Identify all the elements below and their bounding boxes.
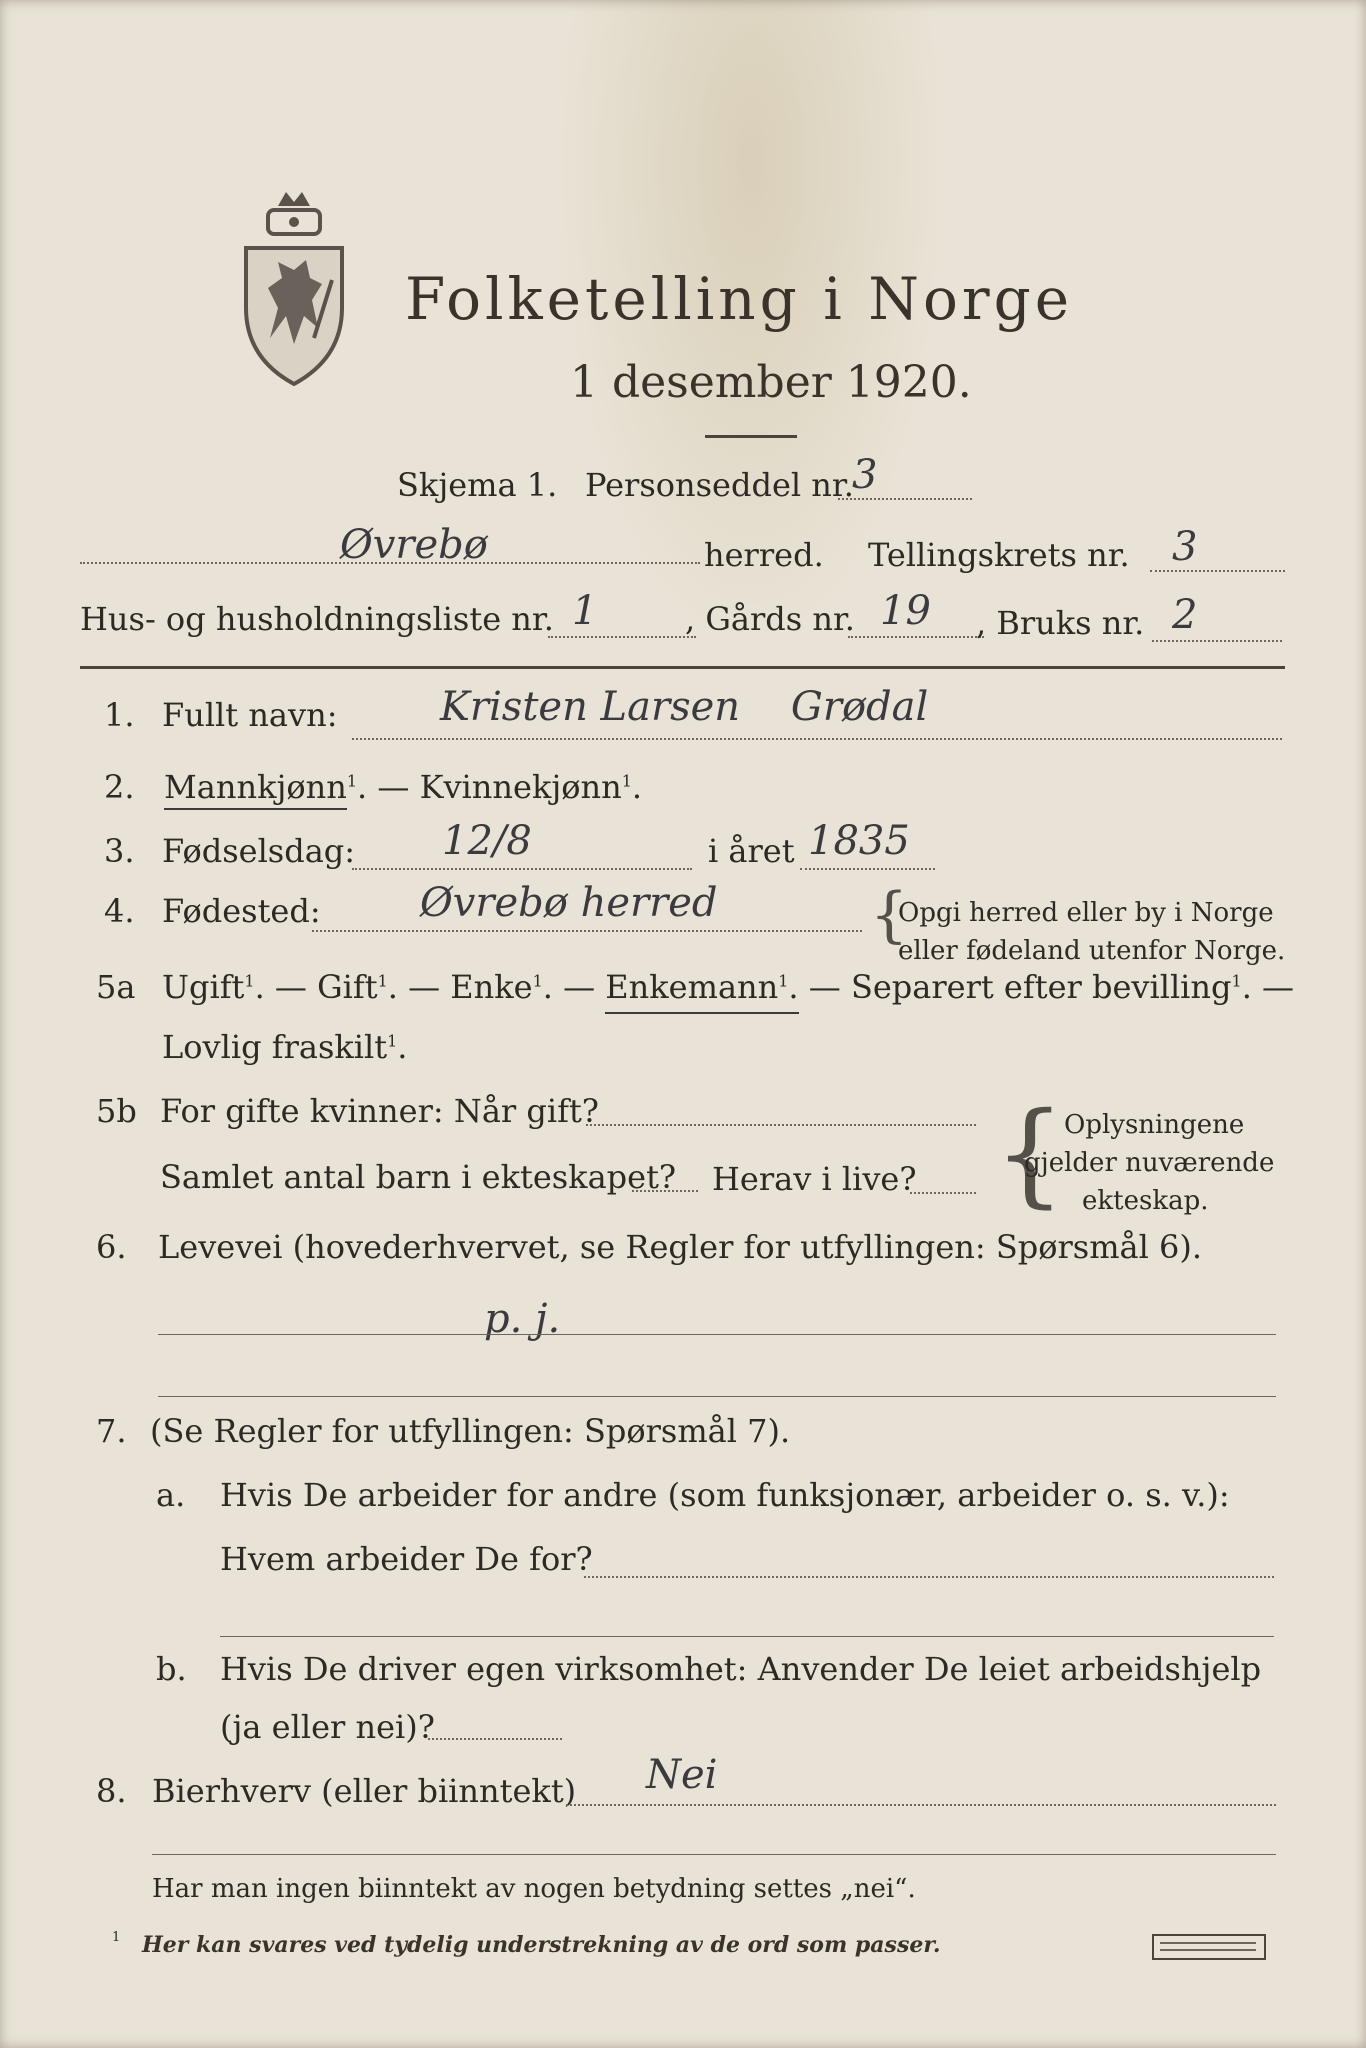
stamp-line-2 <box>1160 1949 1256 1951</box>
marital-status-options: Ugift$^1$. — Gift$^1$. — Enke$^1$. — Enkemann$^1$. — Separert efter bevilling$^1$. — <box>162 968 1294 1006</box>
q5b-married-label: For gifte kvinner: Når gift? <box>160 1092 599 1130</box>
q7-number: 7. <box>96 1412 127 1450</box>
q4-brace: { <box>870 880 909 950</box>
norwegian-coat-of-arms-icon <box>238 188 348 388</box>
q2-number: 2. <box>104 768 135 806</box>
option-ugift[interactable]: Ugift <box>162 968 245 1006</box>
mannkjonn-label: Mannkjønn <box>164 768 347 806</box>
husholdningsliste-value[interactable]: 1 <box>572 588 598 634</box>
herred-value[interactable]: Øvrebø <box>340 522 488 568</box>
q3-label: Fødselsdag: <box>162 832 356 870</box>
q5b-children-label: Samlet antal barn i ekteskapet? <box>160 1158 677 1196</box>
q3-year-line <box>800 868 935 870</box>
year-label: i året <box>708 832 795 870</box>
footnote-text: Her kan svares ved tydelig understrekning av de ord som passer. <box>142 1932 941 1958</box>
option-mannkjonn[interactable] <box>164 768 347 806</box>
bruks-value[interactable]: 2 <box>1172 592 1198 638</box>
q7b-yesno-line[interactable] <box>428 1738 562 1740</box>
gards-line <box>848 636 984 638</box>
husholdningsliste-line <box>548 636 696 638</box>
q6-line2 <box>158 1396 1276 1397</box>
gards-value[interactable]: 19 <box>880 588 931 634</box>
personseddel-line <box>838 498 972 500</box>
q3-number: 3. <box>104 832 135 870</box>
enkemann-label: Enkemann <box>605 968 779 1006</box>
q5b-children-line[interactable] <box>632 1190 698 1192</box>
q5b-number: 5b <box>96 1092 137 1130</box>
enkemann-underline <box>605 1012 798 1014</box>
q1-line <box>352 738 1282 740</box>
q4-note-line2: eller fødeland utenfor Norge. <box>898 936 1286 966</box>
q5b-brace: { <box>994 1089 1066 1219</box>
q7a-line2 <box>220 1636 1274 1637</box>
q5b-note-line3: ekteskap. <box>1082 1186 1209 1216</box>
q7a-who-line[interactable] <box>584 1576 1274 1578</box>
page-title: Folketelling i Norge <box>405 265 1074 333</box>
birthplace-value[interactable]: Øvrebø herred <box>420 880 718 926</box>
q8-line <box>566 1804 1276 1806</box>
tellingskrets-label: Tellingskrets nr. <box>868 536 1130 574</box>
tellingskrets-line <box>1150 570 1285 572</box>
q3-date-line <box>352 868 692 870</box>
tellingskrets-value[interactable]: 3 <box>1172 524 1198 570</box>
q8-label: Bierhverv (eller biinntekt) <box>152 1772 577 1810</box>
personseddel-label: Personseddel nr. <box>585 466 854 504</box>
separator: . — <box>357 768 420 806</box>
nei-instruction: Har man ingen biinntekt av nogen betydning settes „nei“. <box>152 1874 916 1904</box>
q7-label: (Se Regler for utfyllingen: Spørsmål 7). <box>150 1412 791 1450</box>
stamp-line-1 <box>1160 1942 1256 1944</box>
option-enke[interactable]: Enke <box>450 968 533 1006</box>
marital-status-options-cont: Lovlig fraskilt$^1$. <box>162 1028 408 1066</box>
option-gift[interactable]: Gift <box>317 968 378 1006</box>
q7a-who-label: Hvem arbeider De for? <box>220 1540 593 1578</box>
option-enkemann[interactable]: Enkemann$^1$. <box>605 968 798 1006</box>
q8-line2 <box>152 1854 1276 1855</box>
personseddel-value[interactable]: 3 <box>852 452 878 498</box>
q1-number: 1. <box>104 696 135 734</box>
q5a-number: 5a <box>96 968 136 1006</box>
q6-label: Levevei (hovederhvervet, se Regler for utfyllingen: Spørsmål 6). <box>158 1228 1203 1266</box>
title-divider <box>705 435 797 438</box>
bruks-label: , Bruks nr. <box>976 604 1145 642</box>
mannkjonn-underline <box>164 808 347 810</box>
q4-number: 4. <box>104 892 135 930</box>
footnote-ref: 1 <box>346 771 358 791</box>
bruks-line <box>1152 640 1282 642</box>
option-separert[interactable]: Separert efter bevilling <box>850 968 1232 1006</box>
census-date: 1 desember 1920. <box>570 357 972 408</box>
q4-line <box>312 930 862 932</box>
q8-number: 8. <box>96 1772 127 1810</box>
birthday-value[interactable]: 12/8 <box>442 818 532 864</box>
q7b-number: b. <box>156 1650 187 1688</box>
q6-number: 6. <box>96 1228 127 1266</box>
birth-year-value[interactable]: 1835 <box>808 818 910 864</box>
gender-options <box>164 768 642 806</box>
herred-label: herred. <box>704 536 824 574</box>
q7a-number: a. <box>156 1476 186 1514</box>
printer-stamp <box>1152 1934 1266 1960</box>
period: . <box>631 768 643 806</box>
q4-label: Fødested: <box>162 892 321 930</box>
q1-label: Fullt navn: <box>162 696 338 734</box>
header-rule <box>80 666 1285 669</box>
q4-note-line1: Opgi herred eller by i Norge <box>898 898 1274 928</box>
q5b-alive-label: Herav i live? <box>712 1160 917 1198</box>
husholdningsliste-label: Hus- og husholdningsliste nr. <box>80 600 554 638</box>
skjema-label: Skjema 1. <box>397 466 558 504</box>
option-kvinnekjonn[interactable]: Kvinnekjønn <box>419 768 622 806</box>
footnote-mark: 1 <box>112 1930 121 1945</box>
option-lovlig-fraskilt[interactable]: Lovlig fraskilt <box>162 1028 388 1066</box>
q5b-note-line2: gjelder nuværende <box>1024 1148 1275 1178</box>
occupation-value[interactable]: p. j. <box>484 1296 561 1342</box>
q6-line1 <box>158 1334 1276 1335</box>
q7b-yesno-label: (ja eller nei)? <box>220 1708 435 1746</box>
q7b-label: Hvis De driver egen virksomhet: Anvender De leiet arbeidshjelp <box>220 1650 1262 1688</box>
q5b-married-line[interactable] <box>586 1124 976 1126</box>
q5b-note-line1: Oplysningene <box>1064 1110 1245 1140</box>
q7a-label: Hvis De arbeider for andre (som funksjonær, arbeider o. s. v.): <box>220 1476 1230 1514</box>
full-name-value[interactable]: Kristen Larsen Grødal <box>440 684 929 730</box>
q5b-alive-line[interactable] <box>910 1192 976 1194</box>
gards-label: , Gårds nr. <box>685 600 855 638</box>
footnote-ref: 1 <box>621 771 632 791</box>
side-income-value[interactable]: Nei <box>646 1752 718 1798</box>
